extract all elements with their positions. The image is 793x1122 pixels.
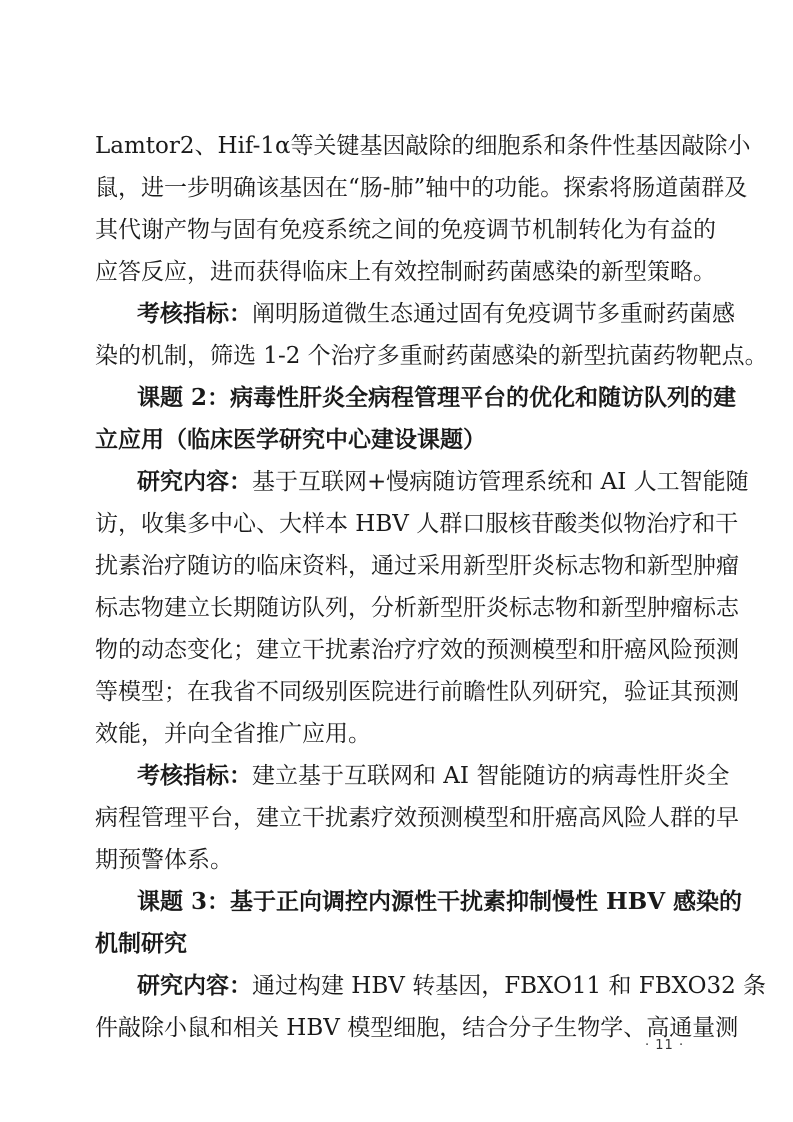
topic-heading: 课题 2：病毒性肝炎全病程管理平台的优化和随访队列的建: [137, 384, 737, 411]
text-line: 效能，并向全省推广应用。: [95, 721, 371, 747]
research-text: 通过构建 HBV 转基因，FBXO11 和 FBXO32 条: [252, 973, 767, 999]
research-paragraph-line: [137, 968, 767, 1004]
text-line: 标志物建立长期随访队列，分析新型肝炎标志物和新型肿瘤标志: [95, 595, 739, 621]
text-line: 应答反应，进而获得临床上有效控制耐药菌感染的新型策略。: [95, 259, 716, 285]
text-line: 鼠，进一步明确该基因在“肠-肺”轴中的功能。探索将肠道菌群及: [95, 175, 748, 201]
topic-heading: 课题 3：基于正向调控内源性干扰素抑制慢性 HBV 感染的: [137, 888, 743, 915]
text-line: 扰素治疗随访的临床资料，通过采用新型肝炎标志物和新型肿瘤: [95, 553, 739, 579]
indicator-paragraph-line: [137, 758, 730, 794]
text-line: 病程管理平台，建立干扰素疗效预测模型和肝癌高风险人群的早: [95, 805, 739, 831]
text-line: 等模型；在我省不同级别医院进行前瞻性队列研究，验证其预测: [95, 679, 739, 705]
research-text: 基于互联网+慢病随访管理系统和 AI 人工智能随: [252, 469, 749, 495]
text-line: 期预警体系。: [95, 847, 233, 873]
text-line: Lamtor2、Hif-1α等关键基因敲除的细胞系和条件性基因敲除小: [95, 133, 751, 159]
text-line: 染的机制，筛选 1-2 个治疗多重耐药菌感染的新型抗菌药物靶点。: [95, 343, 768, 369]
text-line: 其代谢产物与固有免疫系统之间的免疫调节机制转化为有益的: [95, 217, 716, 243]
text-line: 访，收集多中心、大样本 HBV 人群口服核苷酸类似物治疗和干: [95, 511, 739, 537]
research-label: 研究内容：: [137, 468, 252, 495]
indicator-text: 阐明肠道微生态通过固有免疫调节多重耐药菌感: [252, 301, 735, 327]
topic-heading: 立应用（临床医学研究中心建设课题）: [95, 426, 486, 453]
research-paragraph-line: [137, 464, 749, 500]
indicator-paragraph-line: [137, 296, 735, 332]
text-line: 件敲除小鼠和相关 HBV 模型细胞，结合分子生物学、高通量测: [95, 1015, 739, 1041]
indicator-label: 考核指标：: [137, 300, 252, 327]
indicator-label: 考核指标：: [137, 762, 252, 789]
indicator-text: 建立基于互联网和 AI 智能随访的病毒性肝炎全: [252, 763, 730, 789]
topic-heading: 机制研究: [95, 930, 187, 957]
research-label: 研究内容：: [137, 972, 252, 999]
text-line: 物的动态变化；建立干扰素治疗疗效的预测模型和肝癌风险预测: [95, 637, 739, 663]
page-number: · 11 ·: [645, 1038, 685, 1053]
